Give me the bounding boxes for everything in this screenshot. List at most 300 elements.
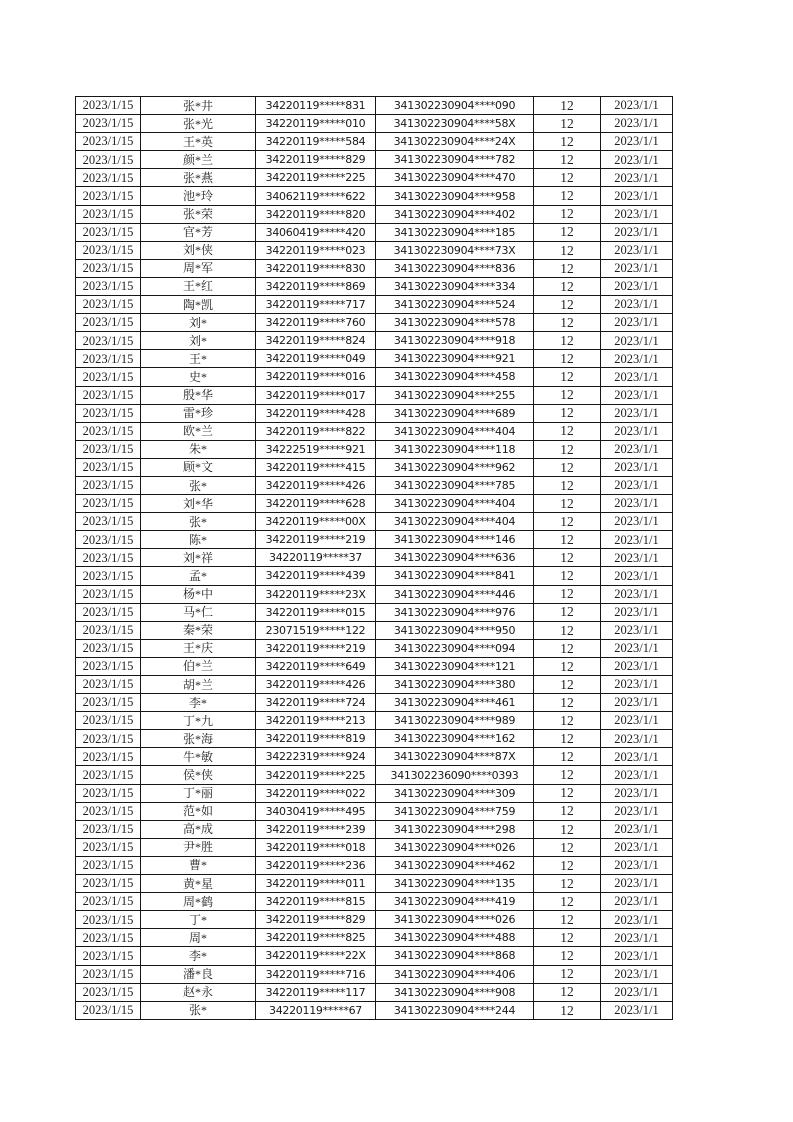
cell-report-date: 2023/1/15 <box>76 277 141 295</box>
cell-start-date: 2023/1/1 <box>601 657 673 675</box>
cell-cert-number: 341302230904****309 <box>376 784 534 802</box>
cell-id-number: 34220119*****219 <box>256 531 376 549</box>
cell-cert-number: 341302230904****419 <box>376 893 534 911</box>
cell-start-date: 2023/1/1 <box>601 694 673 712</box>
cell-id-number: 34062119*****622 <box>256 187 376 205</box>
cell-id-number: 34220119*****584 <box>256 133 376 151</box>
cell-name: 王*红 <box>141 277 256 295</box>
cell-name: 张* <box>141 1001 256 1019</box>
table-row <box>76 296 673 314</box>
cell-name: 高*成 <box>141 820 256 838</box>
cell-start-date: 2023/1/1 <box>601 567 673 585</box>
cell-report-date: 2023/1/15 <box>76 820 141 838</box>
cell-name: 颜*兰 <box>141 151 256 169</box>
cell-cert-number: 341302230904****578 <box>376 314 534 332</box>
cell-report-date: 2023/1/15 <box>76 947 141 965</box>
table-row <box>76 332 673 350</box>
cell-id-number: 34220119*****426 <box>256 476 376 494</box>
cell-report-date: 2023/1/15 <box>76 169 141 187</box>
table-row <box>76 712 673 730</box>
table-row <box>76 223 673 241</box>
cell-months: 12 <box>534 350 601 368</box>
cell-report-date: 2023/1/15 <box>76 241 141 259</box>
cell-start-date: 2023/1/1 <box>601 1001 673 1019</box>
cell-start-date: 2023/1/1 <box>601 983 673 1001</box>
cell-name: 潘*良 <box>141 965 256 983</box>
table-row <box>76 820 673 838</box>
cell-cert-number: 341302230904****950 <box>376 621 534 639</box>
cell-report-date: 2023/1/15 <box>76 657 141 675</box>
table-row <box>76 838 673 856</box>
cell-report-date: 2023/1/15 <box>76 531 141 549</box>
cell-report-date: 2023/1/15 <box>76 314 141 332</box>
cell-report-date: 2023/1/15 <box>76 223 141 241</box>
cell-months: 12 <box>534 205 601 223</box>
cell-id-number: 34220119*****825 <box>256 929 376 947</box>
cell-cert-number: 341302230904****402 <box>376 205 534 223</box>
table-row <box>76 856 673 874</box>
cell-cert-number: 341302230904****094 <box>376 639 534 657</box>
cell-report-date: 2023/1/15 <box>76 639 141 657</box>
cell-name: 范*如 <box>141 802 256 820</box>
cell-id-number: 34220119*****239 <box>256 820 376 838</box>
cell-id-number: 34220119*****219 <box>256 639 376 657</box>
table-row <box>76 657 673 675</box>
cell-start-date: 2023/1/1 <box>601 676 673 694</box>
cell-id-number: 34220119*****00X <box>256 513 376 531</box>
cell-months: 12 <box>534 567 601 585</box>
cell-id-number: 34220119*****717 <box>256 296 376 314</box>
cell-report-date: 2023/1/15 <box>76 784 141 802</box>
cell-report-date: 2023/1/15 <box>76 802 141 820</box>
cell-name: 张*海 <box>141 730 256 748</box>
cell-start-date: 2023/1/1 <box>601 712 673 730</box>
cell-months: 12 <box>534 133 601 151</box>
cell-name: 陈* <box>141 531 256 549</box>
cell-id-number: 34220119*****869 <box>256 277 376 295</box>
cell-start-date: 2023/1/1 <box>601 730 673 748</box>
cell-months: 12 <box>534 676 601 694</box>
cell-id-number: 34220119*****018 <box>256 838 376 856</box>
cell-start-date: 2023/1/1 <box>601 639 673 657</box>
cell-report-date: 2023/1/15 <box>76 296 141 314</box>
cell-months: 12 <box>534 657 601 675</box>
table-row <box>76 97 673 115</box>
cell-start-date: 2023/1/1 <box>601 856 673 874</box>
cell-id-number: 34030419*****495 <box>256 802 376 820</box>
cell-name: 杨*中 <box>141 585 256 603</box>
cell-months: 12 <box>534 386 601 404</box>
cell-start-date: 2023/1/1 <box>601 133 673 151</box>
cell-report-date: 2023/1/15 <box>76 965 141 983</box>
cell-id-number: 34220119*****67 <box>256 1001 376 1019</box>
cell-name: 李* <box>141 947 256 965</box>
cell-start-date: 2023/1/1 <box>601 169 673 187</box>
cell-name: 殷*华 <box>141 386 256 404</box>
cell-cert-number: 341302230904****868 <box>376 947 534 965</box>
table-row <box>76 495 673 513</box>
cell-cert-number: 341302230904****782 <box>376 151 534 169</box>
cell-months: 12 <box>534 965 601 983</box>
table-row <box>76 983 673 1001</box>
cell-report-date: 2023/1/15 <box>76 712 141 730</box>
cell-start-date: 2023/1/1 <box>601 549 673 567</box>
table-row <box>76 314 673 332</box>
cell-report-date: 2023/1/15 <box>76 893 141 911</box>
cell-start-date: 2023/1/1 <box>601 531 673 549</box>
table-row <box>76 875 673 893</box>
cell-months: 12 <box>534 495 601 513</box>
cell-cert-number: 341302230904****026 <box>376 838 534 856</box>
cell-name: 刘*华 <box>141 495 256 513</box>
cell-cert-number: 341302230904****090 <box>376 97 534 115</box>
cell-start-date: 2023/1/1 <box>601 820 673 838</box>
cell-name: 张*井 <box>141 97 256 115</box>
cell-cert-number: 341302230904****58X <box>376 115 534 133</box>
cell-name: 伯*兰 <box>141 657 256 675</box>
cell-start-date: 2023/1/1 <box>601 241 673 259</box>
cell-name: 牛*敏 <box>141 748 256 766</box>
cell-start-date: 2023/1/1 <box>601 513 673 531</box>
cell-id-number: 23071519*****122 <box>256 621 376 639</box>
table-row <box>76 893 673 911</box>
cell-start-date: 2023/1/1 <box>601 205 673 223</box>
cell-cert-number: 341302230904****406 <box>376 965 534 983</box>
cell-report-date: 2023/1/15 <box>76 350 141 368</box>
table-row <box>76 169 673 187</box>
cell-id-number: 34220119*****225 <box>256 169 376 187</box>
cell-start-date: 2023/1/1 <box>601 458 673 476</box>
cell-name: 王*英 <box>141 133 256 151</box>
cell-cert-number: 341302230904****146 <box>376 531 534 549</box>
cell-id-number: 34220119*****236 <box>256 856 376 874</box>
cell-id-number: 34220119*****724 <box>256 694 376 712</box>
cell-start-date: 2023/1/1 <box>601 603 673 621</box>
cell-months: 12 <box>534 766 601 784</box>
table-row <box>76 151 673 169</box>
table-row <box>76 404 673 422</box>
cell-months: 12 <box>534 929 601 947</box>
table-row <box>76 259 673 277</box>
table-row <box>76 386 673 404</box>
cell-months: 12 <box>534 621 601 639</box>
table-row <box>76 567 673 585</box>
cell-cert-number: 341302230904****989 <box>376 712 534 730</box>
cell-id-number: 34220119*****017 <box>256 386 376 404</box>
cell-start-date: 2023/1/1 <box>601 332 673 350</box>
cell-months: 12 <box>534 476 601 494</box>
cell-name: 胡*兰 <box>141 676 256 694</box>
cell-name: 曹* <box>141 856 256 874</box>
cell-cert-number: 341302230904****841 <box>376 567 534 585</box>
cell-report-date: 2023/1/15 <box>76 368 141 386</box>
cell-cert-number: 341302230904****162 <box>376 730 534 748</box>
cell-name: 赵*永 <box>141 983 256 1001</box>
cell-cert-number: 341302230904****458 <box>376 368 534 386</box>
cell-start-date: 2023/1/1 <box>601 440 673 458</box>
cell-cert-number: 341302230904****24X <box>376 133 534 151</box>
cell-cert-number: 341302230904****524 <box>376 296 534 314</box>
cell-start-date: 2023/1/1 <box>601 802 673 820</box>
cell-report-date: 2023/1/15 <box>76 856 141 874</box>
cell-id-number: 34220119*****628 <box>256 495 376 513</box>
cell-id-number: 34220119*****37 <box>256 549 376 567</box>
cell-report-date: 2023/1/15 <box>76 259 141 277</box>
table-row <box>76 603 673 621</box>
cell-id-number: 34220119*****023 <box>256 241 376 259</box>
table-row <box>76 730 673 748</box>
cell-id-number: 34222319*****924 <box>256 748 376 766</box>
cell-id-number: 34220119*****819 <box>256 730 376 748</box>
cell-name: 侯*侠 <box>141 766 256 784</box>
table-row <box>76 676 673 694</box>
cell-report-date: 2023/1/15 <box>76 458 141 476</box>
table-row <box>76 585 673 603</box>
table-row <box>76 784 673 802</box>
cell-name: 张* <box>141 476 256 494</box>
cell-name: 陶*凯 <box>141 296 256 314</box>
cell-months: 12 <box>534 639 601 657</box>
table-row <box>76 205 673 223</box>
table-row <box>76 476 673 494</box>
cell-cert-number: 341302230904****121 <box>376 657 534 675</box>
cell-id-number: 34220119*****225 <box>256 766 376 784</box>
cell-report-date: 2023/1/15 <box>76 585 141 603</box>
cell-report-date: 2023/1/15 <box>76 567 141 585</box>
cell-name: 池*玲 <box>141 187 256 205</box>
cell-id-number: 34220119*****820 <box>256 205 376 223</box>
cell-report-date: 2023/1/15 <box>76 1001 141 1019</box>
cell-months: 12 <box>534 838 601 856</box>
cell-id-number: 34220119*****213 <box>256 712 376 730</box>
cell-report-date: 2023/1/15 <box>76 151 141 169</box>
cell-cert-number: 341302230904****636 <box>376 549 534 567</box>
cell-months: 12 <box>534 169 601 187</box>
cell-name: 张*燕 <box>141 169 256 187</box>
cell-report-date: 2023/1/15 <box>76 422 141 440</box>
cell-start-date: 2023/1/1 <box>601 223 673 241</box>
cell-name: 史* <box>141 368 256 386</box>
cell-report-date: 2023/1/15 <box>76 97 141 115</box>
table-row <box>76 947 673 965</box>
table-row <box>76 1001 673 1019</box>
cell-id-number: 34060419*****420 <box>256 223 376 241</box>
table-row <box>76 422 673 440</box>
cell-report-date: 2023/1/15 <box>76 838 141 856</box>
cell-report-date: 2023/1/15 <box>76 621 141 639</box>
cell-start-date: 2023/1/1 <box>601 784 673 802</box>
cell-id-number: 34220119*****760 <box>256 314 376 332</box>
cell-report-date: 2023/1/15 <box>76 133 141 151</box>
cell-cert-number: 341302230904****118 <box>376 440 534 458</box>
cell-cert-number: 341302230904****470 <box>376 169 534 187</box>
cell-cert-number: 341302230904****461 <box>376 694 534 712</box>
table-row <box>76 911 673 929</box>
cell-months: 12 <box>534 712 601 730</box>
cell-months: 12 <box>534 730 601 748</box>
table-row <box>76 368 673 386</box>
table-row <box>76 748 673 766</box>
cell-months: 12 <box>534 241 601 259</box>
table-row <box>76 458 673 476</box>
cell-name: 周*鹤 <box>141 893 256 911</box>
cell-name: 刘* <box>141 332 256 350</box>
cell-cert-number: 341302230904****689 <box>376 404 534 422</box>
cell-months: 12 <box>534 422 601 440</box>
cell-id-number: 34220119*****829 <box>256 151 376 169</box>
cell-name: 刘* <box>141 314 256 332</box>
cell-name: 顾*文 <box>141 458 256 476</box>
table-row <box>76 440 673 458</box>
cell-name: 雷*珍 <box>141 404 256 422</box>
table-row <box>76 694 673 712</box>
cell-cert-number: 341302230904****962 <box>376 458 534 476</box>
cell-report-date: 2023/1/15 <box>76 386 141 404</box>
table-row <box>76 965 673 983</box>
cell-cert-number: 341302230904****73X <box>376 241 534 259</box>
cell-id-number: 34220119*****831 <box>256 97 376 115</box>
cell-report-date: 2023/1/15 <box>76 730 141 748</box>
cell-start-date: 2023/1/1 <box>601 259 673 277</box>
cell-months: 12 <box>534 947 601 965</box>
cell-start-date: 2023/1/1 <box>601 151 673 169</box>
cell-report-date: 2023/1/15 <box>76 332 141 350</box>
cell-id-number: 34222519*****921 <box>256 440 376 458</box>
cell-cert-number: 341302230904****298 <box>376 820 534 838</box>
cell-start-date: 2023/1/1 <box>601 97 673 115</box>
cell-months: 12 <box>534 187 601 205</box>
cell-start-date: 2023/1/1 <box>601 929 673 947</box>
table-row <box>76 513 673 531</box>
cell-cert-number: 341302230904****244 <box>376 1001 534 1019</box>
cell-name: 孟* <box>141 567 256 585</box>
cell-report-date: 2023/1/15 <box>76 404 141 422</box>
cell-cert-number: 341302230904****026 <box>376 911 534 929</box>
cell-name: 朱* <box>141 440 256 458</box>
cell-months: 12 <box>534 531 601 549</box>
cell-name: 王*庆 <box>141 639 256 657</box>
cell-cert-number: 341302230904****759 <box>376 802 534 820</box>
cell-months: 12 <box>534 314 601 332</box>
cell-id-number: 34220119*****415 <box>256 458 376 476</box>
cell-months: 12 <box>534 983 601 1001</box>
table-row <box>76 241 673 259</box>
cell-name: 丁*九 <box>141 712 256 730</box>
cell-start-date: 2023/1/1 <box>601 495 673 513</box>
cell-start-date: 2023/1/1 <box>601 350 673 368</box>
table-row <box>76 929 673 947</box>
cell-report-date: 2023/1/15 <box>76 603 141 621</box>
cell-name: 张* <box>141 513 256 531</box>
cell-months: 12 <box>534 856 601 874</box>
cell-id-number: 34220119*****015 <box>256 603 376 621</box>
cell-report-date: 2023/1/15 <box>76 187 141 205</box>
cell-cert-number: 341302230904****404 <box>376 422 534 440</box>
records-table-body <box>76 97 673 1020</box>
cell-cert-number: 341302236090****0393 <box>376 766 534 784</box>
cell-start-date: 2023/1/1 <box>601 476 673 494</box>
cell-name: 丁*丽 <box>141 784 256 802</box>
cell-report-date: 2023/1/15 <box>76 205 141 223</box>
cell-months: 12 <box>534 603 601 621</box>
cell-report-date: 2023/1/15 <box>76 513 141 531</box>
cell-start-date: 2023/1/1 <box>601 893 673 911</box>
cell-months: 12 <box>534 748 601 766</box>
cell-cert-number: 341302230904****404 <box>376 495 534 513</box>
cell-cert-number: 341302230904****976 <box>376 603 534 621</box>
cell-start-date: 2023/1/1 <box>601 621 673 639</box>
cell-name: 刘*侠 <box>141 241 256 259</box>
cell-months: 12 <box>534 458 601 476</box>
cell-months: 12 <box>534 513 601 531</box>
cell-report-date: 2023/1/15 <box>76 115 141 133</box>
cell-start-date: 2023/1/1 <box>601 314 673 332</box>
cell-id-number: 34220119*****829 <box>256 911 376 929</box>
cell-report-date: 2023/1/15 <box>76 476 141 494</box>
cell-name: 黄*星 <box>141 875 256 893</box>
cell-start-date: 2023/1/1 <box>601 585 673 603</box>
cell-id-number: 34220119*****016 <box>256 368 376 386</box>
cell-start-date: 2023/1/1 <box>601 277 673 295</box>
cell-id-number: 34220119*****049 <box>256 350 376 368</box>
cell-name: 丁* <box>141 911 256 929</box>
cell-start-date: 2023/1/1 <box>601 386 673 404</box>
cell-name: 欧*兰 <box>141 422 256 440</box>
cell-months: 12 <box>534 585 601 603</box>
cell-cert-number: 341302230904****462 <box>376 856 534 874</box>
cell-start-date: 2023/1/1 <box>601 422 673 440</box>
cell-report-date: 2023/1/15 <box>76 929 141 947</box>
cell-id-number: 34220119*****815 <box>256 893 376 911</box>
cell-cert-number: 341302230904****908 <box>376 983 534 1001</box>
cell-cert-number: 341302230904****958 <box>376 187 534 205</box>
cell-start-date: 2023/1/1 <box>601 115 673 133</box>
cell-name: 刘*祥 <box>141 549 256 567</box>
cell-months: 12 <box>534 549 601 567</box>
cell-id-number: 34220119*****428 <box>256 404 376 422</box>
cell-months: 12 <box>534 97 601 115</box>
cell-cert-number: 341302230904****380 <box>376 676 534 694</box>
cell-cert-number: 341302230904****87X <box>376 748 534 766</box>
cell-report-date: 2023/1/15 <box>76 911 141 929</box>
cell-name: 马*仁 <box>141 603 256 621</box>
cell-cert-number: 341302230904****488 <box>376 929 534 947</box>
table-row <box>76 621 673 639</box>
records-table <box>75 96 673 1020</box>
cell-name: 周* <box>141 929 256 947</box>
cell-months: 12 <box>534 911 601 929</box>
cell-name: 尹*胜 <box>141 838 256 856</box>
cell-report-date: 2023/1/15 <box>76 766 141 784</box>
cell-cert-number: 341302230904****334 <box>376 277 534 295</box>
cell-start-date: 2023/1/1 <box>601 965 673 983</box>
cell-id-number: 34220119*****22X <box>256 947 376 965</box>
cell-months: 12 <box>534 404 601 422</box>
cell-months: 12 <box>534 277 601 295</box>
table-row <box>76 766 673 784</box>
table-row <box>76 639 673 657</box>
cell-cert-number: 341302230904****404 <box>376 513 534 531</box>
cell-id-number: 34220119*****23X <box>256 585 376 603</box>
cell-start-date: 2023/1/1 <box>601 187 673 205</box>
cell-start-date: 2023/1/1 <box>601 748 673 766</box>
cell-report-date: 2023/1/15 <box>76 549 141 567</box>
cell-start-date: 2023/1/1 <box>601 766 673 784</box>
cell-start-date: 2023/1/1 <box>601 404 673 422</box>
cell-start-date: 2023/1/1 <box>601 875 673 893</box>
cell-id-number: 34220119*****830 <box>256 259 376 277</box>
cell-id-number: 34220119*****117 <box>256 983 376 1001</box>
